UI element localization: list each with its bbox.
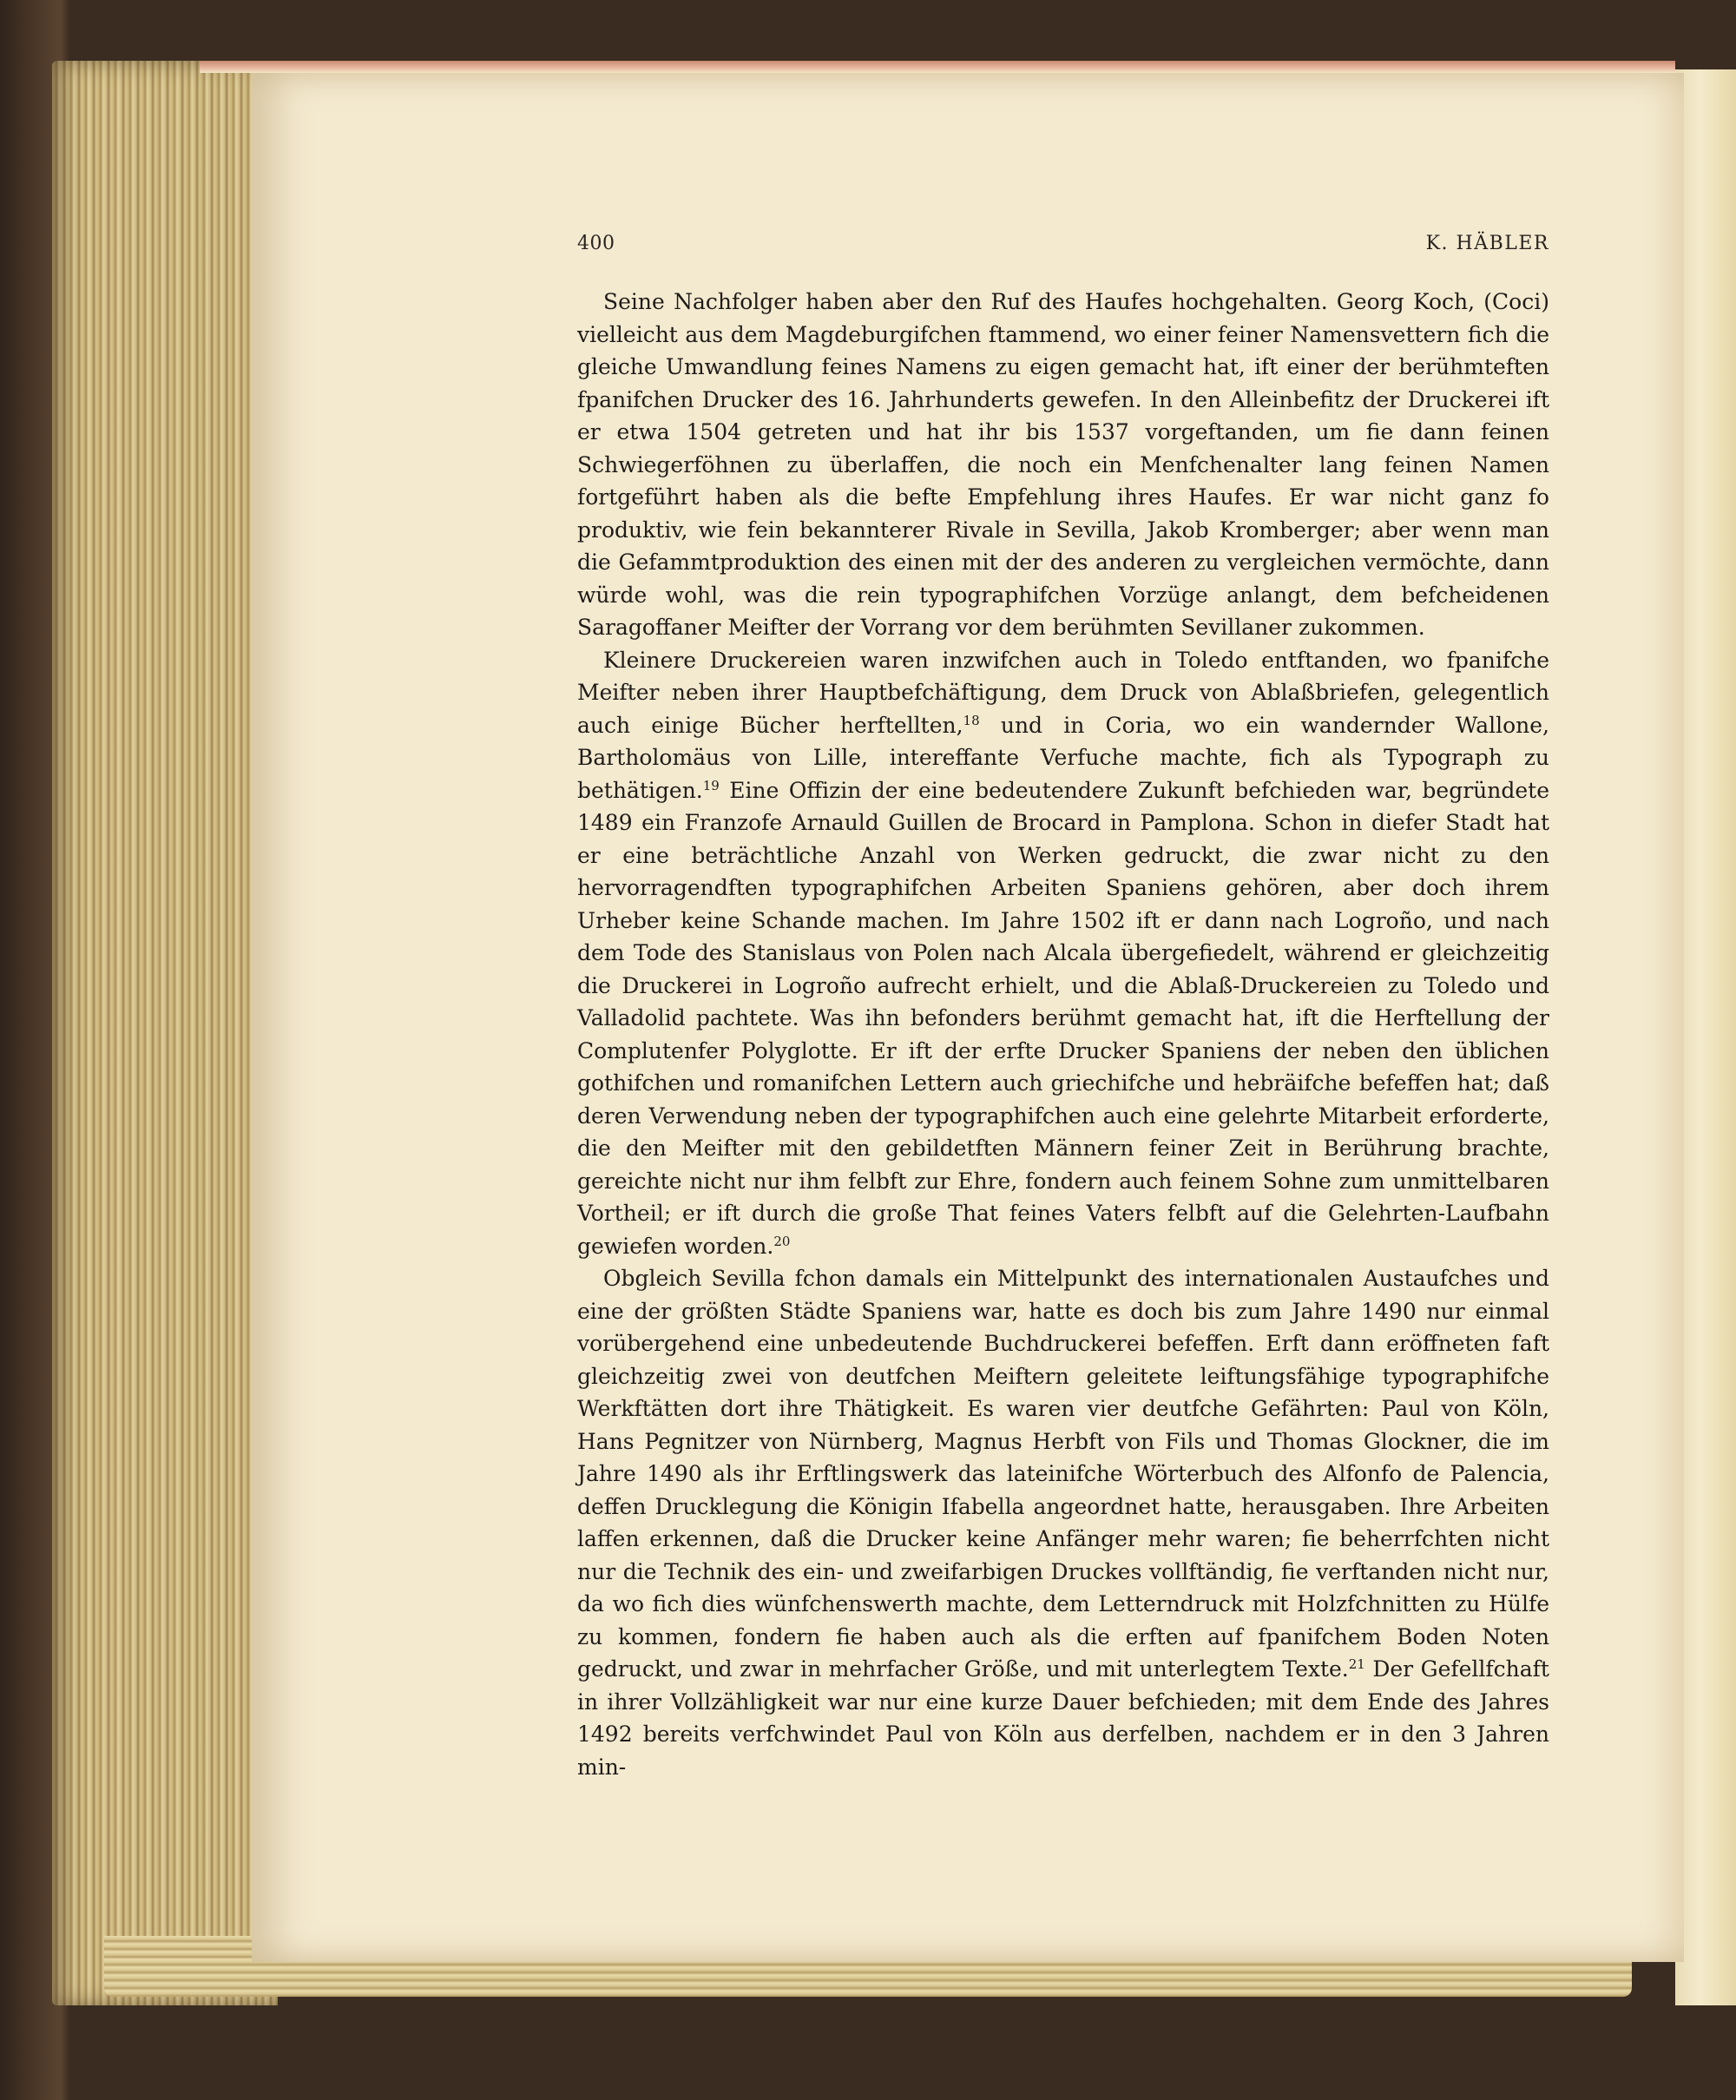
footnote-ref-18: 18 bbox=[963, 712, 980, 728]
body-text bbox=[577, 286, 1549, 1783]
footnote-ref-21: 21 bbox=[1348, 1656, 1365, 1672]
paragraph-2-text-a: Kleinere Druckereien waren inzwifchen auch in Toledo entftanden, wo fpanifche Meifter neben ihrer Hauptbefchäftigung, dem Druck von Ablaßbriefen, gelegentlich auch einige Bücher herftellten, bbox=[577, 647, 1549, 738]
paragraph-2 bbox=[577, 644, 1549, 1263]
footnote-ref-20: 20 bbox=[773, 1233, 791, 1249]
page-number: 400 bbox=[577, 233, 615, 254]
paragraph-3 bbox=[577, 1262, 1549, 1783]
page-top-edge bbox=[200, 61, 1675, 73]
paragraph-1-text: Seine Nachfolger haben aber den Ruf des Haufes hochgehalten. Georg Koch, (Coci) vielleicht aus dem Magdeburgifchen ftammend, wo einer feiner Namensvettern fich die gleiche Umwandlung feines Namens zu eigen gemacht hat, ift einer der berühmteften fpanifchen Drucker des 16. Jahrhunderts gewefen. In den Alleinbefitz der Druckerei ift er etwa 1504 getreten und hat ihr bis 1537 vorgeftanden, um fie dann feinen Schwiegerföhnen zu überlaffen, die noch ein Menfchenalter lang feinen Namen fortgeführt haben als die befte Empfehlung ihres Haufes. Er war nicht ganz fo produktiv, wie fein bekannterer Rivale in Sevilla, Jakob Kromberger; aber wenn man die Gefammtproduktion des einen mit der des anderen zu vergleichen vermöchte, dann würde wohl, was die rein typographifchen Vorzüge anlangt, dem befcheidenen Saragoffaner Meifter der Vorrang vor dem berühmten Sevillaner zukommen. bbox=[577, 289, 1549, 640]
paragraph-3-text-b: Der Gefellfchaft in ihrer Vollzähligkeit war nur eine kurze Dauer befchieden; mit dem Ende des Jahres 1492 bereits verfchwindet Paul von Köln aus derfelben, nachdem er in den 3 Jahren min- bbox=[577, 1656, 1549, 1780]
paragraph-2-text-b: und in Coria, wo ein wandernder Wallone, Bartholomäus von Lille, intereffante Verfuche machte, fich als Typograph zu bethätigen. bbox=[577, 712, 1549, 803]
paragraph-2-text-c: Eine Offizin der eine bedeutendere Zukunft befchieden war, begründete 1489 ein Franzofe Arnauld Guillen de Brocard in Pamplona. Schon in diefer Stadt hat er eine beträchtliche Anzahl von Werken gedruckt, die zwar nicht zu den hervorragendften typographifchen Arbeiten Spaniens gehören, aber doch ihrem Urheber keine Schande machen. Im Jahre 1502 ift er dann nach Logroño, und nach dem Tode des Stanislaus von Polen nach Alcala übergefiedelt, während er gleichzeitig die Druckerei in Logroño aufrecht erhielt, und die Ablaß-Druckereien zu Toledo und Valladolid pachtete. Was ihn befonders berühmt gemacht hat, ift die Herftellung der Complutenfer Polyglotte. Er ift der erfte Drucker Spaniens der neben den üblichen gothifchen und romanifchen Lettern auch griechifche und hebräifche befeffen hat; daß deren Verwendung neben der typographifchen auch eine gelehrte Mitarbeit erforderte, die den Meifter mit den gebildetften Männern feiner Zeit in Berührung brachte, gereichte nicht nur ihm felbft zur Ehre, fondern auch feinem Sohne zum unmittelbaren Vortheil; er ift durch die große That feines Vaters felbft auf die Gelehrten-Laufbahn gewiefen worden. bbox=[577, 777, 1549, 1259]
footnote-ref-19: 19 bbox=[702, 777, 720, 793]
book-page-edges bbox=[52, 61, 278, 2005]
facing-page-edge bbox=[1675, 69, 1736, 2005]
running-header bbox=[577, 233, 1549, 259]
running-head-author: K. HÄBLER bbox=[1425, 233, 1549, 254]
paragraph-3-text-a: Obgleich Sevilla fchon damals ein Mittelpunkt des internationalen Austaufches und eine der größten Städte Spaniens war, hatte es doch bis zum Jahre 1490 nur einmal vorübergehend eine unbedeutende Buchdruckerei befeffen. Erft dann eröffneten faft gleichzeitig zwei von deutfchen Meiftern geleitete leiftungsfähige typographifche Werkftätten dort ihre Thätigkeit. Es waren vier deutfche Gefährten: Paul von Köln, Hans Pegnitzer von Nürnberg, Magnus Herbft von Fils und Thomas Glockner, die im Jahre 1490 als ihr Erftlingswerk das lateinifche Wörterbuch des Alfonfo de Palencia, deffen Drucklegung die Königin Ifabella angeordnet hatte, herausgaben. Ihre Arbeiten laffen erkennen, daß die Drucker keine Anfänger mehr waren; fie beherrfchten nicht nur die Technik des ein- und zweifarbigen Druckes vollftändig, fie verftanden nicht nur, da wo fich dies wünfchenswerth machte, dem Letterndruck mit Holzfchnitten zu Hülfe zu kommen, fondern fie haben auch als die erften auf fpanifchem Boden Noten gedruckt, und zwar in mehrfacher Größe, und mit unterlegtem Texte. bbox=[577, 1266, 1549, 1682]
paragraph-1 bbox=[577, 286, 1549, 644]
